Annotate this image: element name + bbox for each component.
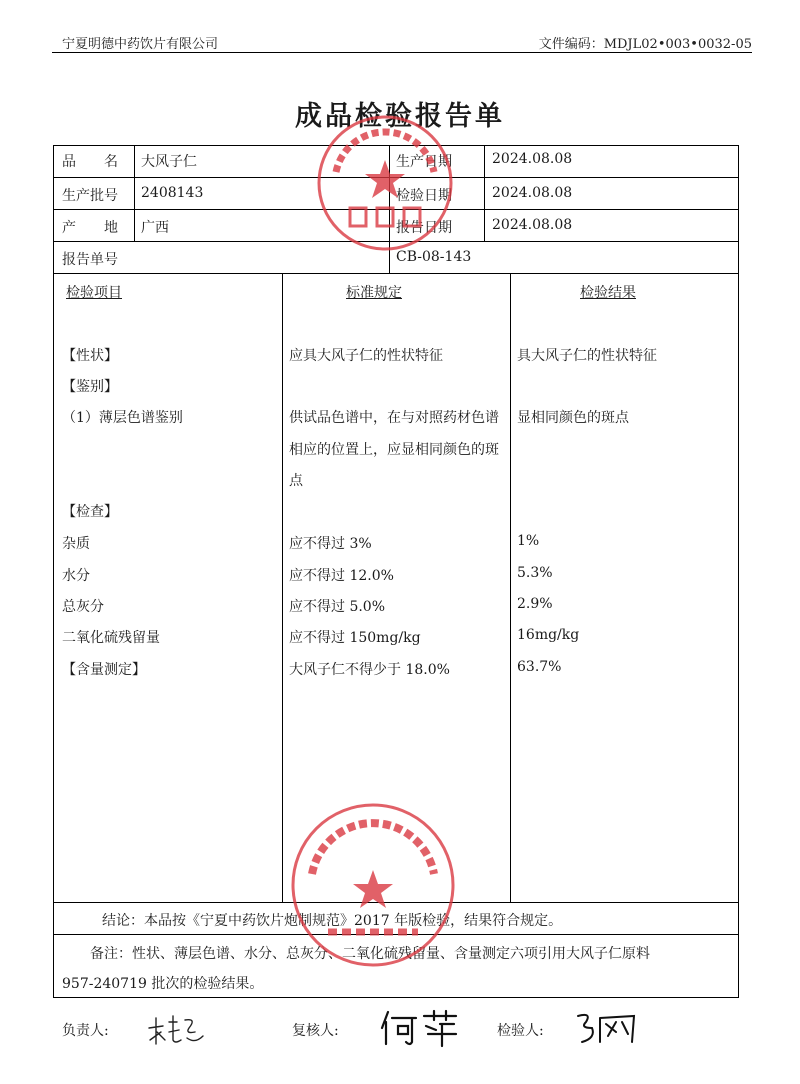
row-standard: 供试品色谱中，在与对照药材色谱 [289, 410, 499, 426]
column-header-item: 检验项目 [66, 285, 122, 301]
row-standard: 点 [289, 473, 303, 489]
name-label: 品 名 [62, 154, 118, 170]
remark-line-2: 957-240719 批次的检验结果。 [62, 976, 264, 992]
page-title: 成品检验报告单 [295, 101, 505, 132]
row-item: 【含量测定】 [62, 662, 146, 678]
report-no-label: 报告单号 [62, 252, 118, 268]
row-item: 水分 [62, 568, 90, 584]
row-result: 16mg/kg [517, 627, 580, 643]
responsible-signature [145, 1010, 207, 1050]
row-item: 总灰分 [62, 599, 104, 615]
row-result: 2.9% [517, 596, 553, 612]
row-item: 【检查】 [62, 504, 118, 520]
origin-label: 产 地 [62, 220, 118, 236]
report-date-label: 报告日期 [396, 220, 452, 236]
row-standard: 应不得过 12.0% [289, 568, 394, 584]
row-item: （1）薄层色谱鉴别 [62, 410, 183, 426]
row-item: 【性状】 [62, 348, 118, 364]
prod-date-value: 2024.08.08 [492, 151, 573, 167]
inspector-label: 检验人: [497, 1023, 544, 1039]
column-header-standard: 标准规定 [346, 285, 402, 301]
column-header-result: 检验结果 [580, 285, 636, 301]
row-standard: 应不得过 150mg/kg [289, 630, 421, 646]
responsible-label: 负责人: [62, 1023, 109, 1039]
reviewer-signature [378, 1008, 462, 1048]
reviewer-label: 复核人: [292, 1023, 339, 1039]
remark-line-1: 备注：性状、薄层色谱、水分、总灰分、二氧化硫残留量、含量测定六项引用大风子仁原料 [90, 946, 650, 962]
row-result: 具大风子仁的性状特征 [517, 348, 657, 364]
batch-value: 2408143 [141, 185, 204, 201]
row-result: 1% [517, 533, 540, 549]
row-standard: 应具大风子仁的性状特征 [289, 348, 443, 364]
row-standard: 应不得过 3% [289, 536, 372, 552]
company-name: 宁夏明德中药饮片有限公司 [62, 37, 219, 52]
row-item: 杂质 [62, 536, 90, 552]
row-item: 二氧化硫残留量 [62, 630, 160, 646]
conclusion-text: 结论：本品按《宁夏中药饮片炮制规范》2017 年版检验，结果符合规定。 [102, 913, 563, 929]
origin-value: 广西 [141, 220, 169, 236]
row-result: 显相同颜色的斑点 [517, 410, 629, 426]
quality-department-stamp [314, 112, 456, 254]
row-standard: 大风子仁不得少于 18.0% [289, 662, 450, 678]
test-date-label: 检验日期 [396, 188, 452, 204]
test-date-value: 2024.08.08 [492, 185, 573, 201]
header-divider [52, 52, 752, 53]
row-item: 【鉴别】 [62, 379, 118, 395]
row-result: 63.7% [517, 659, 562, 675]
row-standard: 应不得过 5.0% [289, 599, 386, 615]
document-number: 文件编码：MDJL02•003•0032-05 [538, 37, 752, 52]
prod-date-label: 生产日期 [396, 154, 452, 170]
batch-label: 生产批号 [62, 188, 118, 204]
row-standard: 相应的位置上，应显相同颜色的斑 [289, 442, 499, 458]
inspector-signature [572, 1008, 642, 1048]
inspection-stamp [288, 800, 458, 970]
report-date-value: 2024.08.08 [492, 217, 573, 233]
row-result: 5.3% [517, 565, 553, 581]
name-value: 大风子仁 [141, 154, 197, 170]
report-no-value: CB-08-143 [396, 249, 472, 265]
